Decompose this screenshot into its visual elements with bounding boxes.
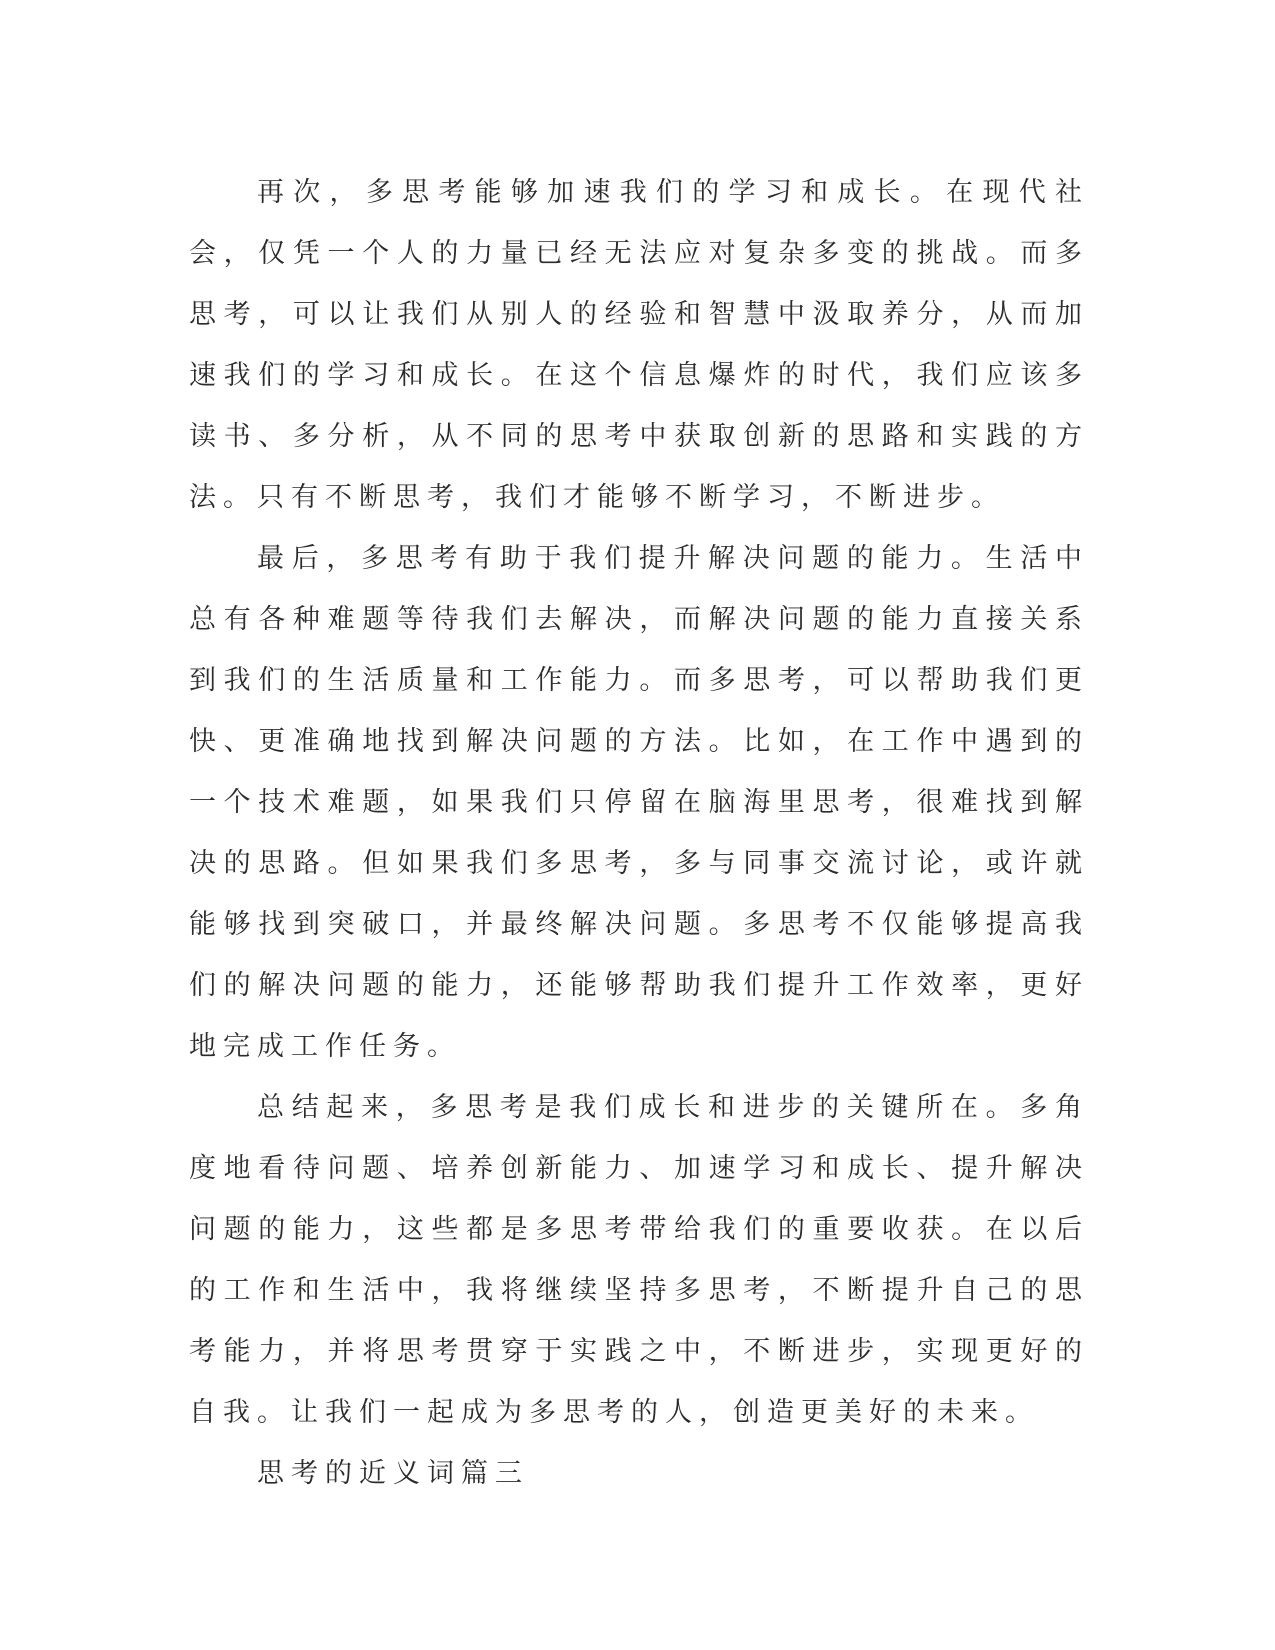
paragraph-learning-growth: 再次，多思考能够加速我们的学习和成长。在现代社会，仅凭一个人的力量已经无法应对复杂多变的挑战。而多思考，可以让我们从别人的经验和智慧中汲取养分，从而加速我们的学习和成长。在这个信息爆炸的时代，我们应该多读书、多分析，从不同的思考中获取创新的思路和实践的方法。只有不断思考，我们才能够不断学习，不断进步。 xyxy=(189,177,1089,513)
paragraph-problem-solving: 最后，多思考有助于我们提升解决问题的能力。生活中总有各种难题等待我们去解决，而解决问题的能力直接关系到我们的生活质量和工作能力。而多思考，可以帮助我们更快、更准确地找到解决问题的方法。比如，在工作中遇到的一个技术难题，如果我们只停留在脑海里思考，很难找到解决的思路。但如果我们多思考，多与同事交流讨论，或许就能够找到突破口，并最终解决问题。多思考不仅能够提高我们的解决问题的能力，还能够帮助我们提升工作效率，更好地完成工作任务。 xyxy=(189,543,1089,1062)
paragraph-conclusion: 总结起来，多思考是我们成长和进步的关键所在。多角度地看待问题、培养创新能力、加速学习和成长、提升解决问题的能力，这些都是多思考带给我们的重要收获。在以后的工作和生活中，我将继续坚持多思考，不断提升自己的思考能力，并将思考贯穿于实践之中，不断进步，实现更好的自我。让我们一起成为多思考的人，创造更美好的未来。 xyxy=(189,1092,1089,1428)
section-heading: 思考的近义词篇三 xyxy=(257,1458,529,1489)
document-body xyxy=(189,162,1089,1504)
